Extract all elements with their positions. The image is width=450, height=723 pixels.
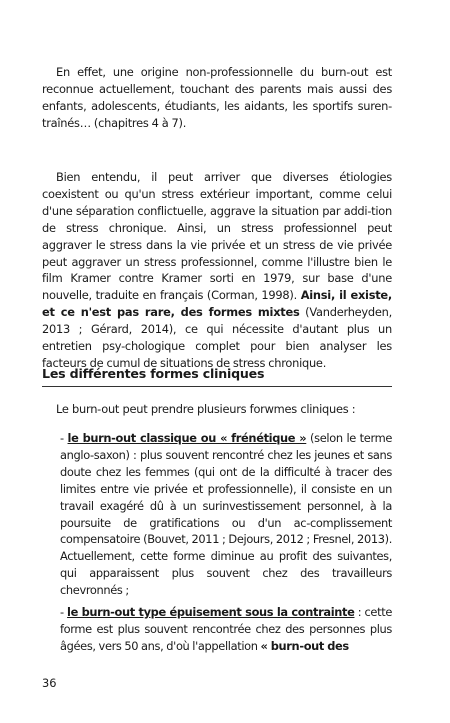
list-item-tail-bold: « burn-out des [260, 638, 349, 653]
heading-rule [42, 386, 392, 387]
list-item: - le burn-out classique ou « frénétique » (selon le terme anglo-saxon) : plus souvent rencontré chez les jeunes et sans doute chez les femmes (qui ont de la difficulté à tracer des limites entre vie privée et professionnelle), il consiste en un travail exagéré dû à un surinvestissement personnel, à la poursuite de gratifications ou d'un ac-complissement compensatoire (Bouvet, 2011 ; Dejours, 2012 ; Fresnel, 2013). Actuellement, cette forme diminue au profit des suivantes, qui apparaissent plus souvent chez des travailleurs chevronnés ; [60, 431, 392, 598]
paragraph-origin: En effet, une origine non-professionnelle du burn-out est reconnue actuellement, touchant des parents mais aussi des enfants, adolescents, étudiants, les aidants, les sportifs suren-traînés… (chapitres 4 à 7). [42, 65, 392, 130]
section-intro: Le burn-out peut prendre plusieurs forwmes cliniques : [56, 402, 356, 416]
page-number: 36 [42, 676, 57, 690]
list-item-title: le burn-out type épuisement sous la contrainte [67, 605, 355, 619]
bold-mixed-forms: Ainsi, il existe, et ce n'est pas rare, des formes mixtes [42, 288, 392, 320]
list-item-title: le burn-out classique ou « frénétique » [67, 431, 307, 445]
list-item: - le burn-out type épuisement sous la contrainte : cette forme est plus souvent rencontrée chez des personnes plus âgées, vers 50 ans, d'où l'appellation « burn-out des [60, 605, 392, 653]
section-heading: Les différentes formes cliniques [42, 366, 265, 381]
paragraph-etiologies: Bien entendu, il peut arriver que diverses étiologies coexistent ou qu'un stress extérieur important, comme celui d'une séparation conflictuelle, aggrave la situation par addi-tion de stress chronique. Ainsi, un stress professionnel peut aggraver le stress dans la vie privée et un stress de vie privée peut aggraver un stress professionnel, comme l'illustre bien le film Kramer contre Kramer sorti en 1979, sur base d'une nouvelle, traduite en français (Corman, 1998). Ainsi, il existe, et ce n'est pas rare, des formes mixtes (Vanderheyden, 2013 ; Gérard, 2014), ce qui nécessite d'autant plus un entretien psy-chologique complet pour bien analyser les facteurs de cumul de situations de stress chronique. [42, 170, 393, 370]
